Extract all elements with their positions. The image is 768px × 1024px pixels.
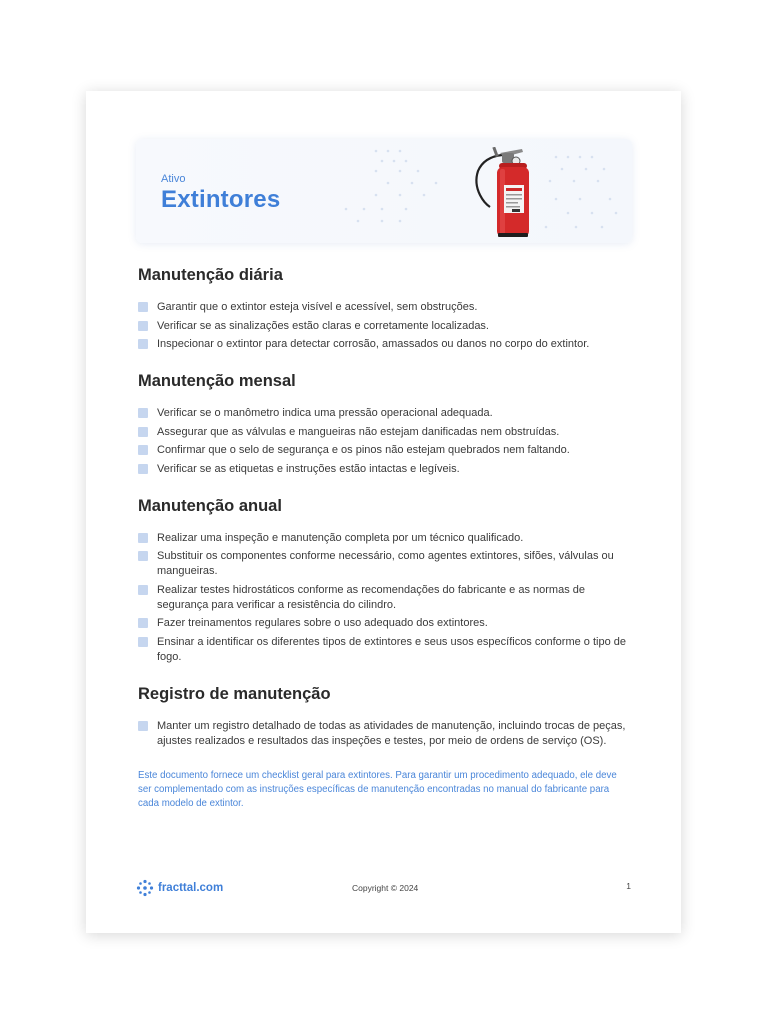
list-item: Ensinar a identificar os diferentes tipos de extintores e seus usos específicos conforme o tipo de fogo.	[138, 635, 634, 665]
page-number: 1	[626, 881, 631, 891]
checkbox-bullet-icon	[138, 302, 148, 312]
asset-title: Extintores	[161, 186, 281, 213]
asset-header-card	[136, 139, 632, 243]
list-item: Verificar se as etiquetas e instruções estão intactas e legíveis.	[138, 462, 634, 477]
list-item: Verificar se o manômetro indica uma pressão operacional adequada.	[138, 406, 634, 421]
monthly-checklist	[138, 406, 634, 477]
checkbox-bullet-icon	[138, 533, 148, 543]
fracttal-logo[interactable]	[136, 879, 223, 897]
copyright-text: Copyright © 2024	[352, 883, 419, 893]
checkbox-bullet-icon	[138, 585, 148, 595]
list-item: Substituir os componentes conforme necessário, como agentes extintores, sifões, válvulas ou mangueiras.	[138, 549, 634, 579]
section-title-monthly: Manutenção mensal	[138, 372, 296, 390]
checkbox-bullet-icon	[138, 321, 148, 331]
list-item: Assegurar que as válvulas e mangueiras não estejam danificadas nem obstruídas.	[138, 425, 634, 440]
checkbox-bullet-icon	[138, 339, 148, 349]
list-item: Realizar uma inspeção e manutenção completa por um técnico qualificado.	[138, 531, 634, 546]
list-item: Confirmar que o selo de segurança e os pinos não estejam quebrados nem faltando.	[138, 443, 634, 458]
page-footer	[136, 877, 631, 901]
annual-checklist	[138, 531, 634, 665]
checklist-content	[138, 266, 634, 811]
disclaimer-note: Este documento fornece um checklist geral para extintores. Para garantir um procedimento adequado, ele deve ser complementado com as instruções específicas de manutenção encontradas no manual do fabricante para cada modelo de extintor.	[138, 769, 617, 809]
checkbox-bullet-icon	[138, 445, 148, 455]
document-page	[86, 91, 681, 933]
fracttal-logo-icon	[136, 879, 154, 897]
list-item: Realizar testes hidrostáticos conforme as recomendações do fabricante e as normas de segurança para verificar a resistência do cilindro.	[138, 583, 634, 613]
checkbox-bullet-icon	[138, 721, 148, 731]
section-title-daily: Manutenção diária	[138, 266, 283, 284]
fire-extinguisher-icon	[472, 147, 536, 239]
section-title-annual: Manutenção anual	[138, 496, 282, 515]
daily-checklist	[138, 300, 634, 352]
list-item: Garantir que o extintor esteja visível e acessível, sem obstruções.	[138, 300, 634, 315]
list-item: Inspecionar o extintor para detectar corrosão, amassados ou danos no corpo do extintor.	[138, 337, 634, 352]
logo-text: fracttal.com	[158, 882, 224, 894]
registry-checklist	[138, 719, 634, 749]
checkbox-bullet-icon	[138, 427, 148, 437]
checkbox-bullet-icon	[138, 551, 148, 561]
list-item: Fazer treinamentos regulares sobre o uso adequado dos extintores.	[138, 616, 634, 631]
checkbox-bullet-icon	[138, 618, 148, 628]
list-item: Verificar se as sinalizações estão claras e corretamente localizadas.	[138, 319, 634, 334]
checkbox-bullet-icon	[138, 408, 148, 418]
list-item: Manter um registro detalhado de todas as atividades de manutenção, incluindo trocas de peças, ajustes realizados e resultados das inspeções e testes, por meio de ordens de serviço (OS).	[138, 719, 634, 749]
asset-label: Ativo	[161, 173, 186, 185]
checkbox-bullet-icon	[138, 637, 148, 647]
checkbox-bullet-icon	[138, 464, 148, 474]
section-title-registry: Registro de manutenção	[138, 684, 331, 703]
